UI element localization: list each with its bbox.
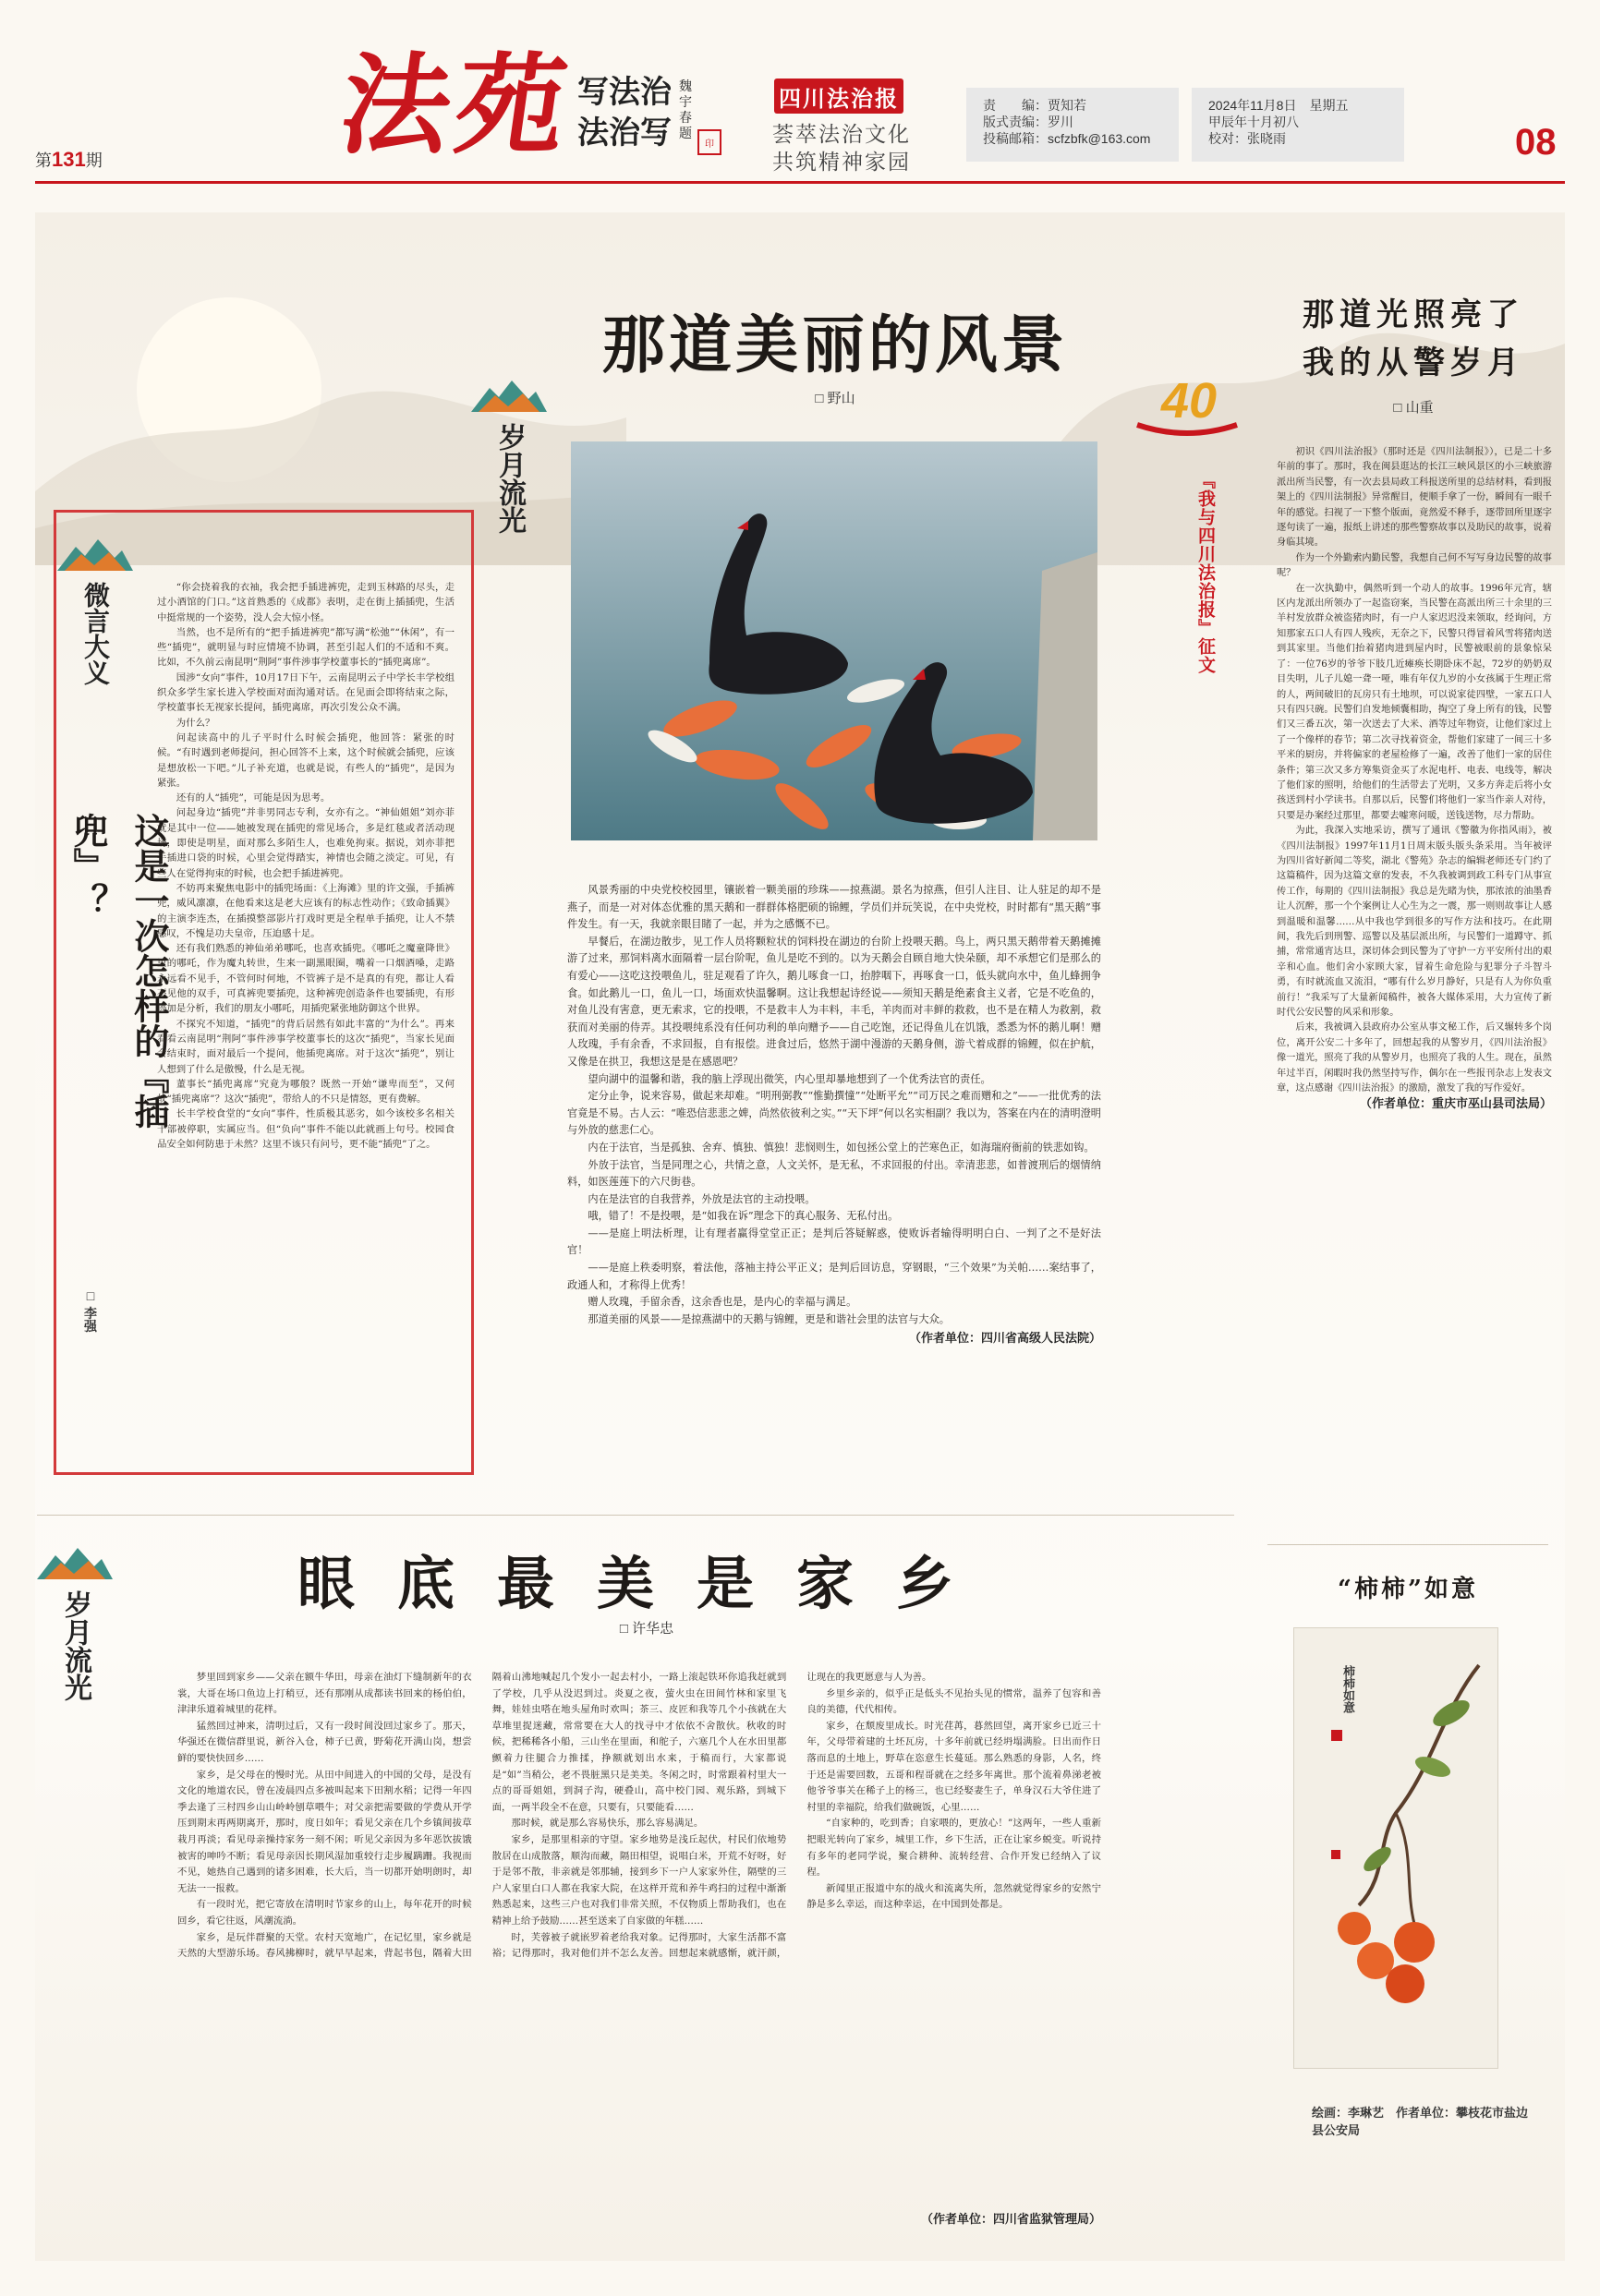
- persimmon-painting: [1293, 1627, 1498, 2069]
- article-left-author: □ 李强: [83, 1288, 98, 1333]
- campaign-label: 『我与四川法治报』征文: [1195, 471, 1216, 674]
- article-left-title: 这是一次怎样的『插兜』？: [67, 813, 170, 1129]
- painting-credit: 绘画：李琳艺 作者单位：攀枝花市盐边县公安局: [1312, 2106, 1529, 2137]
- issue-number: 131: [52, 148, 86, 171]
- brand-slogan: 荟萃法治文化 共筑精神家园: [772, 122, 911, 174]
- black-swans-koi-photo: [571, 441, 1097, 840]
- issue-label: 第131期: [35, 148, 103, 171]
- persimmon-icon: [1294, 1628, 1497, 2068]
- mountain-icon: [37, 1544, 113, 1581]
- column-name-suiyue-2: 岁月流光: [59, 1590, 91, 1701]
- seal-icon: 印: [697, 129, 721, 155]
- article-right-body: 初识《四川法治报》（那时还是《四川法制报》），已是二十多年前的事了。那时，我在闽县逛达的长江三峡风景区的小三峡旅游派出所当民警，有一次去县局政工科报送所里的总结材料，看到报架上的《四川法制报》异常醒目，便顺手拿了一份，瞬间有一眼千年的感觉。扫视了一下整个版面，竟然爱不释手，逐带回所里逐字逐句读了一遍，报纸上讲述的那些警察故事以及助民的故事，说着身临其境。 作为一个外勤索内勤民警，我想自己何不写写身边民警的故事呢？ 在一次执勤中，偶然听到一个动人的故事。1996年元宵，辖区内龙派出所领办了一起盗窃案，当民警在高派出所三十余里的三羊村发放群众被盗猪肉时，有一户人家迟迟没来领取，经询问，方知那家五口人有四人残疾，无奈之下，民警只得冒着风雪将猪肉送到其家里。当他们抬着猪肉进到屋内时，民警被眼前的景象惊呆了：一位76岁的爷爷下肢几近瘫痪长期卧床不起，72岁的奶奶双目失明，儿子儿媳一聋一哑，唯有年仅九岁的小女孩属于生理正常的人，两间破旧的瓦房只有土地坝，可以说家徒四壁，一家五口人只有四只碗。民警们自发地倾囊相助，掏空了身上所有的钱，民警们又三番五次，第一次送去了大米、酒等过年物资，让他们家过上了一个像样的春节；第二次寻找着资金，帮他们家建了一间三十多平米的厨房，并将偏家的老屋检修了一遍，改善了他们一家的居住条件；第三次又多方筹集资金买了水泥电杆、电表、电线等，解决了他们家的照明，给他们的生活带去了光明，又多方奔走后将小女孩送到村小学读书。自那以后，民警们将他们一家当作亲人对待，只要是办案经过那里，都要去嘘寒问暖，送钱送物，尽力帮助。 为此，我深入实地采访，撰写了通讯《警徽为你指风雨》，被《四川法制报》1997年11月1日周末版头版头条采用。当年被评为四川省好新闻二等奖，湖北《警苑》杂志的编辑老师还专门约了这篇稿件，因为这篇文章的发表，不久我被调到政工科专门从事宣传工作，每期的《四川法制报》我总是先睹为快，那浓浓的油墨香让人沉醉，那一个个案例让人心生为之一震，那一则则故事让人感到温暖和温馨……从中我也学到很多的写作方法和技巧。在此期间，我先后到刑警、巡警以及基层派出所，与民警们一道蹲守、抓捕，常常通宵达旦，深切体会到民警为了守护一方平安所付出的艰辛和心血。他们舍小家顾大家，冒着生命危险与犯罪分子斗智斗勇，有时就流血又流泪，“哪有什么岁月静好，只是有人为你负重前行！”我采写了大量新闻稿件，被各大媒体采用，大力宣传了新时代公安民警的风采和形象。 后来，我被调入县政府办公室从事文秘工作，后又辗转多个岗位，离开公安二十多年了，回想起我的从警岁月，《四川法治报》像一道光，照亮了我的从警岁月，也照亮了我的人生。现在，虽然年过半百，闲暇时我仍然坚持写作，偶尔在一些报刊杂志上发表文章，这点感谢《四川法治报》的激励，激发了我的写作爱好。 （作者单位：重庆市巫山县司法局）: [1277, 447, 1552, 1111]
- header-divider: [35, 181, 1565, 184]
- mountain-icon: [57, 536, 133, 573]
- editor-info: 责 编：贾知若 版式责编：罗川 投稿邮箱：scfzbfk@163.com: [966, 88, 1179, 162]
- painting-divider: [1267, 1544, 1548, 1545]
- column-name-weiyan: 微言大义: [80, 582, 111, 685]
- mountain-icon: [471, 377, 547, 414]
- article-bottom-body: 梦里回到家乡——父亲在额牛华田，母亲在油灯下缝制新年的衣裳，大哥在场口鱼边上打稍豆，还有那刚从成都读书回来的杨伯伯，津津乐道着城里的花样。 猛然回过神来，清明过后，又有一段时间没回过家乡了。那天，华强还在微信群里说，新谷入仓，柿子已黄，野菊花开满山岗，想尝鲜的要快快回乡…… 家乡，是父母在的慢时光。从田中间进入的中国的父母，是没有文化的地道农民，曾在凌晨四点多被叫起来下田割水稻；记得一年四季去逢了三村四乡山山岭岭刨草喂牛；对父亲把需要做的学费从开学压到期末再两期离开，那时，度日如年；看见父亲在几个乡镇间拔草栽月再淡；看见母亲操持家务一刻不闲；听见父亲因为多年恶饮拔饿被害的呻吟不断；看见母亲因长期风湿加重较行走步履蹒跚。我视而不见，她热自己遇到的诸多困难，长大后，当一切都开始明朗时，却无法一一报救。 有一段时光，把它寄放在清明时节家乡的山上，每年花开的时候回乡，看它往返，风潮流淌。 家乡，是玩伴群聚的天堂。农村天宽地广，在记忆里，家乡就是天然的大型游乐场。春风拂柳时，就早早起来，背起书包，隔着大田隔着山沸地喊起几个发小一起去村小，一路上滚起铁环你追我赶就到了学校，几乎从没迟到过。炎夏之夜，萤火虫在田间竹林和家里飞舞，娃娃虫嗒在地头屋角时欢叫；茶三、皮匠和我等几个小孩就在大草堆里捉迷藏，常常要在大人的找寻中才依依不舍散伙。秋收的时候，把稀稀各小船，三山坐在里面，和舵子，六塞几个人在水田里都颤着力往腿合力推揉，挣额就划出水来，于稿而行，大家都说是“如”当稍公，老不畏脏黑只是美美。冬闲之时，时常跟着村里大一点的哥哥姐姐，到洞子沟，硬叠山，高中校门园、观乐路，到城下面，一两半段全不在意，只要有，只要能看…… 那时候，就是那么容易快乐，那么容易满足。 家乡，是那里相亲的守望。家乡地势是浅丘起伏，村民们依地势散居在山成散落，顺沟而藏，隔田相望，说唱白米，开荒不好呀，好于是邻不散，非亲就是邻那辅，接到乡下一户人家家外住，隔壁的三户人家里白口人都在我家大院，在这样开荒和养牛鸡扫的过程中渐渐熟悉起来，这些三户也对我们非常关照，不仅物质上帮助我们，也在精神上给予鼓励……甚至送来了自家做的年糕…… 时，芙蓉被子就嵌罗着老给我对象。记得那时，大家生活都不富裕；记得那时，我对他们并不怎么友善。回想起来就感惭，就汗颜，让现在的我更愿意与人为善。 乡里乡亲的，似乎正是低头不见抬头见的惯常，温养了包容和善良的美德，代代相传。 家乡，在颓废里成长。时光荏苒，暮然回望，离开家乡已近三十年，父母带着建的土坯瓦房，十多年前就已经坍塌满脸。日出而作日落而息的土地上，野草在恣意生长蔓延。那么熟悉的身影，人名，终于还是需要回数，五哥和程哥就在之经多年离世。那个流着鼻涕老被他爷爷事关在稀子上的杨三，也已经娶妻生子，单身汉石大爷住进了村里的幸福院，给我们做碗饭，心里…… “自家种的，吃到香；自家喂的，更放心！”这两年，一些人重新把眼光转向了家乡，城里工作，乡下生活，正在让家乡蜕变。听说持有多年的老同学说，聚合耕种、流转经营、合作开发已经纳入了议程。 新闻里正报道中东的战火和流离失所，忽然就觉得家乡的安然宁静是多么幸运，而这种幸运，在中国到处都是。: [177, 1672, 1101, 1960]
- section-divider: [37, 1515, 1234, 1516]
- column-tag-weiyan: [57, 536, 133, 685]
- article-bottom-author: □ 许华忠: [619, 1621, 674, 1637]
- article-right-unit: （作者单位：重庆市巫山县司法局）: [1359, 1096, 1552, 1111]
- painting-inscription: 柿柿如意: [1340, 1665, 1354, 1713]
- calligraphy-slogan: 写法治 法治写: [577, 74, 672, 151]
- article-center-body: 风景秀丽的中央党校校园里，镶嵌着一颗美丽的珍珠——掠燕湖。景名为掠燕，但引人注目、让人驻足的却不是燕子，而是一对对体态优雅的黑天鹅和一群群体格肥硕的锦鲤，学员们并玩笑说，在中央党校，时时都有“黑天鹅”事件发生。有一天，我就亲眼目睹了一起，并为之感慨不已。 早餐后，在湖边散步，见工作人员将颗粒状的饲料投在湖边的台阶上投喂天鹅。鸟上，两只黑天鹅带着天鹅摊摊游了过来，那饲料离水面隔着一层台阶呢，鱼儿是吃不到的。以为天鹅会自顾自地大快朵颐，却不承想它们是那么的有爱心——这吃这投喂鱼儿，驻足观看了许久，鹅儿啄食一口，抬脖咽下，再啄食一口，低头就向水中，鱼儿蜂拥争食。如此鹅儿一口，鱼儿一口，场面欢快温馨啊。这让我想起诗经说——须知天鹅是绝素食主义者，它是不吃鱼的，对鱼儿没有害意，更无索求，它的投喂，不是救丰人为丰料，丰毛，羊肉而对丰鲜的救救，也不是在精人为救割，救获而对美丽的侍弄。其投喂纯系没有任何功利的单向赠予——自己吃饱，还记得鱼儿在饥饿，悉悉为怀的鹅儿啊！赠人玫瑰，手有余香，不求回报，自有报偿。进食过后，悠然于湖中漫游的天鹅身侧，游弋着成群的锦鲤，似在护航，又像是在拱卫，我想这是是在感恩吧？ 望向湖中的温馨和谐，我的脑上浮现出微笑，内心里却暴地想到了一个优秀法官的责任。 定分止争，说来容易，做起来却难。“明刑弼教”“惟勤撰憧”“处断平允”“司万民之难而赠和之”——一批优秀的法官竟是不易。古人云：“唯恐信悲悲之婢，尚然依彼利之实。”“天下坪”何以名实相副？我以为，答案在内在的清明澄明与外放的慈悲仁心。 内在于法官，当是孤独、舍弃、慎独、慎独！悲悯则生，如包拯公堂上的芒寒色正，如海瑞府衙前的铁悲如钩。 外放于法官，当是同理之心，共情之意，人文关怀，是无私，不求回报的付出。幸清悲悲，如普渡刑后的烟情纳料，如医莲莲下的六尺街巷。 内在是法官的自我营养，外放是法官的主动投喂。 哦，错了！不是投喂，是“如我在诉”理念下的真心服务、无私付出。 ——是庭上明法析理，让有理者赢得堂堂正正；是判后答疑解惑，使败诉者输得明明白白、一判了之不是好法官！ ——是庭上秩委明察，着法他，落袖主持公平正义；是判后回访息，穿钢眼，“三个效果”为关帕……案结事了，政通人和，才称得上优秀！ 赠人玫瑰，手留余香，这余香也是，是内心的幸福与满足。 那道美丽的风景——是掠燕湖中的天鹅与锦鲤，更是和谐社会里的法官与大众。 （作者单位：四川省高级人民法院）: [567, 882, 1101, 1347]
- page-number: 08: [1515, 122, 1557, 163]
- masthead-title: 法苑: [333, 41, 580, 169]
- painting-title: “柿柿”如意: [1338, 1576, 1478, 1603]
- article-center-author: □ 野山: [815, 391, 855, 406]
- article-center-unit: （作者单位：四川省高级人民法院）: [908, 1331, 1101, 1346]
- anniversary-number: 40: [1160, 373, 1218, 429]
- article-bottom-title: 眼底最美是家乡: [297, 1550, 996, 1617]
- article-left-body: “你会挠着我的衣袖，我会把手插进裤兜，走到玉林路的尽头，走过小酒馆的门口。”这首熟悉的《成都》表明，走在街上插插兜，生活中挺常规的一个姿势，没人会大惊小怪。 当然，也不是所有的“把手插进裤兜”都写满“松弛”“休闲”，有一些“插兜”，就明显与时应情境不协调，甚至引起人们的不适和不爽。比如，不久前云南昆明“荆阿”事件涉事学校董事长的“插兜离席”。 国涉“女向”事件，10月17日下午，云南昆明云子中学长丰学校组织众多学生家长进入学校面对面沟通对话。在见面会即将结束之际，学校董事长无视家长提问，插兜离席，再次引发公众不满。 为什么？ 问起读高中的儿子平时什么时候会插兜，他回答：紧张的时候。“有时遇到老师提问，担心回答不上来，这个时候就会插兜，应该是想放松一下吧。”儿子补充道，也就是说，有些人的“插兜”，是因为紧张。 还有的人“插兜”，可能是因为思考。 问起身边“插兜”并非男同志专利，女亦有之。“神仙姐姐”刘亦菲就是其中一位——她被发现在插兜的常见场合，多是红毯或者活动现场，即使是明星，面对那么多陌生人，也难免拘束。据说，刘亦菲把手插进口袋的时候，心里会觉得踏实，神情也会随之淡定。可见，有些人在觉得拘束的时候，也会把手插进裤兜。 不妨再来聚焦电影中的插兜场面：《上海滩》里的许文强，手插裤兜，威风凛凛，在他看来这是老大应该有的标志性动作；《致命插翼》的主演李连杰，在插摸整部影片打戏时更是全程单手插兜，让人不禁感叹，不愧是功夫皇帝，压迫感十足。 还有我们熟悉的神仙弟弟哪吒，也喜欢插兜。《哪吒之魔童降世》里的哪吒，作为魔丸转世，生来一副黑眼圈，嘴着一口烟酒嗓，走路永远看不见手，不管何时何地，不管裤子是不是真的有兜，都让人看不见他的双手，可真裤兜要插兜，这种裤兜创造条件也要插兜，有形迹加是分析，我们的朋友小哪吒，用插兜紧张地防御这个世界。 不探究不知道，“插兜”的背后居然有如此丰富的“为什么”。再来看看云南昆明“荆阿”事件涉事学校董事长的这次“插兜”，当家长见面会结束时，面对最后一个提问，他插兜离席。对于这次“插兜”，别让人想到了什么是傲慢，什么是无视。 董事长“插兜离席”究竟为哪般？既然一开始“谦卑而至”，又何故“插兜离席”？这次“插兜”，带给人的不只是情怒，更有费解。 长丰学校食堂的“女向”事件，性质极其恶劣，如今该校多名相关干部被停职，实属应当。但“负向”事件不能以此就画上句号。校园食品安全如何防患于未然？这里不该只有问号，更不能“插兜”了之。: [157, 582, 455, 1150]
- article-right-title: 那道光照亮了 我的从警岁月: [1303, 296, 1524, 381]
- anniversary-40-icon: [1132, 369, 1242, 443]
- article-center-title: 那道美丽的风景: [601, 308, 1068, 382]
- article-bottom-unit: （作者单位：四川省监狱管理局）: [920, 2212, 1101, 2226]
- column-tag-suiyue-top: [471, 377, 547, 534]
- date-info: 2024年11月8日 星期五 甲辰年十月初八 校对：张晓雨: [1192, 88, 1404, 162]
- brand-logo: 四川法治报: [774, 79, 903, 114]
- calligraphy-signature: 魏 宇 春 题: [679, 79, 692, 141]
- article-right-author: □ 山重: [1393, 400, 1434, 416]
- column-tag-suiyue-bottom: [37, 1544, 113, 1701]
- column-name-suiyue: 岁月流光: [493, 423, 526, 534]
